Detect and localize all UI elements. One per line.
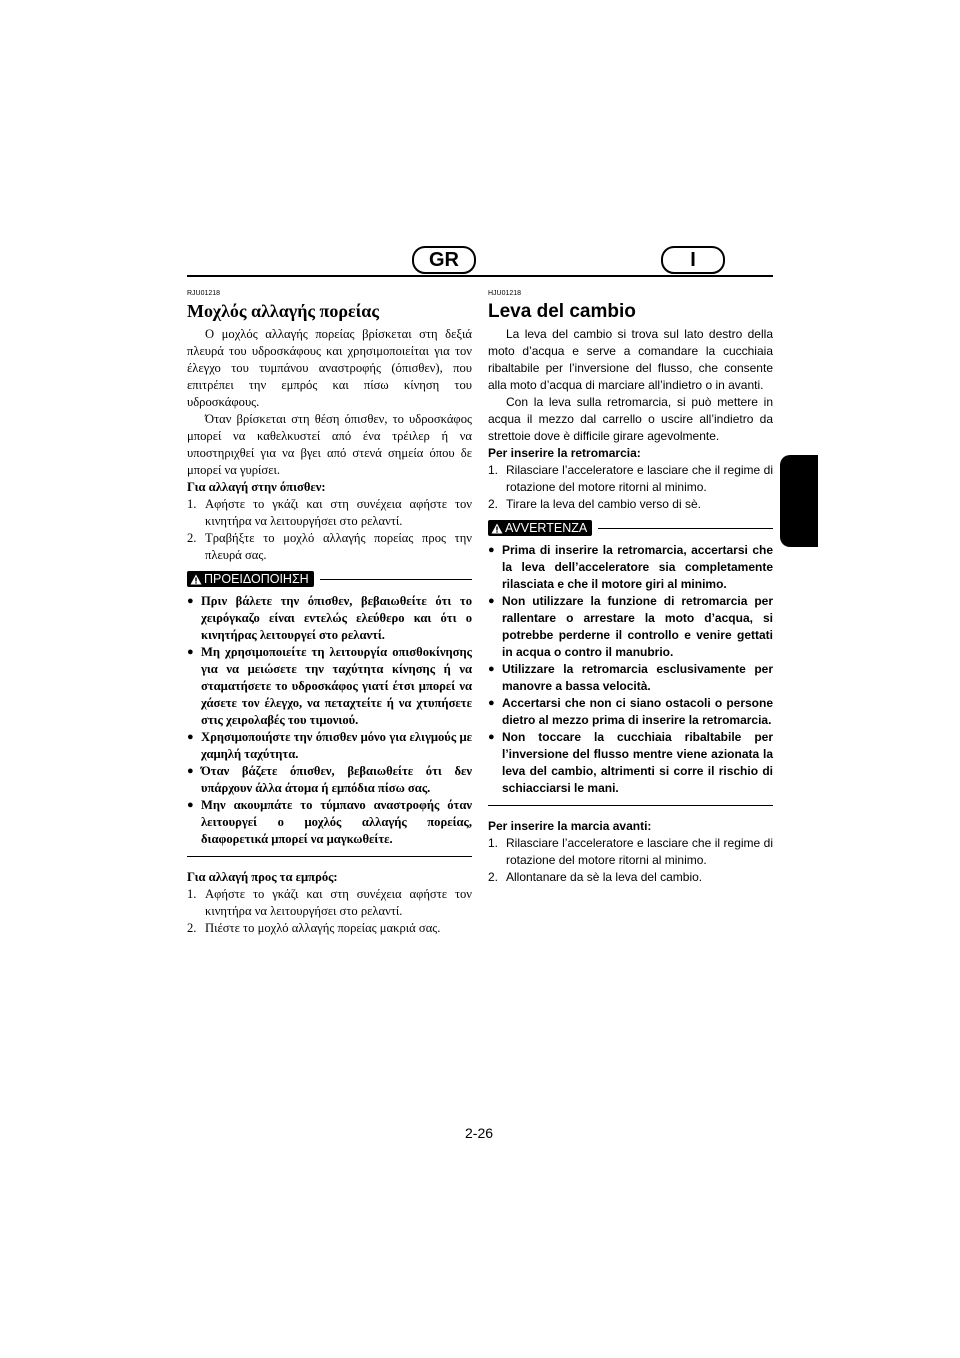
warning-item (488, 695, 773, 729)
step-text: Πιέστε το μοχλό αλλαγής πορείας μακριά σας. (205, 921, 441, 935)
bullet-icon: ● (488, 663, 495, 675)
step-item (187, 920, 472, 937)
step-text: Αφήστε το γκάζι και στη συνέχεια αφήστε τον κινητήρα να λειτουργήσει στο ρελαντί. (205, 887, 472, 918)
step-item (187, 496, 472, 530)
forward-heading: Για αλλαγή προς τα εμπρός: (187, 870, 338, 884)
bullet-icon: ● (488, 595, 495, 607)
warning-text: Πριν βάλετε την όπισθεν, βεβαιωθείτε ότι το χειρόγκαζο είναι εντελώς ελεύθερο και ότι ο κινητήρας λειτουργεί στο ρελαντί. (201, 594, 472, 642)
section-code: RJU01218 (187, 290, 221, 297)
section-title: Leva del cambio (488, 301, 636, 322)
bullet-icon: ● (488, 697, 495, 709)
step-item (187, 530, 472, 564)
warning-text: Non utilizzare la funzione di retromarcia per rallentare o arrestare la moto d’acqua, si potrebbe perderne il controllo e venire gettati in acqua o contro il manubrio. (502, 594, 773, 659)
step-number: 2. (187, 921, 197, 935)
page-number: 2-26 (465, 1125, 494, 1141)
step-number: 1. (488, 836, 499, 850)
step-text: Αφήστε το γκάζι και στη συνέχεια αφήστε τον κινητήρα να λειτουργήσει στο ρελαντί. (205, 497, 472, 528)
warning-text: Prima di inserire la retromarcia, accertarsi che la leva dell’acceleratore sia completamente rilasciata e che il motore giri al minimo. (502, 543, 773, 591)
language-tab-it: I (661, 246, 725, 274)
header-rule (187, 275, 773, 277)
reverse-heading: Per inserire la retromarcia: (488, 446, 641, 460)
warning-end-rule (187, 856, 472, 857)
warning-text: Όταν βάζετε όπισθεν, βεβαιωθείτε ότι δεν υπάρχουν άλλα άτομα ή εμπόδια πίσω σας. (201, 764, 472, 795)
reverse-heading: Για αλλαγή στην όπισθεν: (187, 480, 326, 494)
warning-item (488, 542, 773, 593)
warning-label: ΠΡΟΕΙΔΟΠΟΙΗΣΗ (204, 572, 309, 586)
bullet-icon: ● (187, 765, 194, 777)
step-item (488, 462, 773, 496)
warning-item (187, 797, 472, 848)
bullet-icon: ● (187, 731, 194, 743)
step-number: 2. (187, 531, 197, 545)
warning-item (187, 763, 472, 797)
warning-item (187, 644, 472, 729)
step-number: 2. (488, 870, 499, 884)
step-number: 2. (488, 497, 499, 511)
step-text: Allontanare da sè la leva del cambio. (506, 870, 703, 884)
greek-column (187, 289, 472, 937)
paragraph: Ο μοχλός αλλαγής πορείας βρίσκεται στη δεξιά πλευρά του υδροσκάφους και χρησιμοποιείται για τον έλεγχο του τυμπάνου αναστροφής (όπισθεν), που επιτρέπει την εμπρός και πίσω κίνηση του υδροσκάφους. (187, 327, 472, 409)
paragraph: Con la leva sulla retromarcia, si può mettere in acqua il mezzo dal carrello o uscire all’indietro da strettoie dove è difficile girare agevolmente. (488, 395, 773, 443)
step-item (488, 496, 773, 513)
paragraph: La leva del cambio si trova sul lato destro della moto d’acqua e serve a comandare la cucchiaia ribaltabile per l’inversione del flusso, che consente alla moto d’acqua di marciare all’indietro o in avanti. (488, 327, 773, 392)
step-item (488, 869, 773, 886)
step-text: Rilasciare l’acceleratore e lasciare che il regime di rotazione del motore ritorni al minimo. (506, 836, 773, 867)
warning-item (488, 729, 773, 797)
page-header (187, 246, 773, 278)
warning-end-rule (488, 805, 773, 806)
step-number: 1. (187, 887, 197, 901)
warning-badge (187, 571, 314, 587)
warning-rule (320, 579, 472, 580)
language-tab-gr: GR (412, 246, 476, 274)
step-number: 1. (488, 463, 499, 477)
warning-item (488, 661, 773, 695)
warning-text: Μην ακουμπάτε το τύμπανο αναστροφής όταν λειτουργεί ο μοχλός αλλαγής πορείας, διαφορετικά μπορεί να μαγκωθείτε. (201, 798, 472, 846)
paragraph: Όταν βρίσκεται στη θέση όπισθεν, το υδροσκάφος μπορεί να καθελκυστεί από ένα τρέιλερ ή να υποστηριχθεί για να βγει από στενά σημεία όπου δε μπορεί να γυρίσει. (187, 412, 472, 477)
step-text: Τραβήξτε το μοχλό αλλαγής πορείας προς την πλευρά σας. (205, 531, 472, 562)
bullet-icon: ● (488, 731, 495, 743)
warning-text: Χρησιμοποιήστε την όπισθεν μόνο για ελιγμούς με χαμηλή ταχύτητα. (201, 730, 472, 761)
bullet-icon: ● (488, 544, 495, 556)
warning-text: Utilizzare la retromarcia esclusivamente per manovre a bassa velocità. (502, 662, 773, 693)
section-code: HJU01218 (488, 290, 522, 297)
italian-column (488, 289, 773, 886)
step-number: 1. (187, 497, 197, 511)
warning-text: Accertarsi che non ci siano ostacoli o persone dietro al mezzo prima di inserire la retromarcia. (502, 696, 773, 727)
step-text: Tirare la leva del cambio verso di sè. (506, 497, 701, 511)
warning-rule (598, 528, 773, 529)
warning-header (187, 571, 472, 587)
warning-text: Μη χρησιμοποιείτε τη λειτουργία οπισθοκίνησης για να μειώσετε την ταχύτητα κίνησης ή να σταματήσετε το υδροσκάφος γιατί έτσι μπορεί να χάσετε τον έλεγχο, να πεταχτείτε ή να χτυπήσετε στις χειρολαβές του τιμονιού. (201, 645, 472, 727)
section-title: Μοχλός αλλαγής πορείας (187, 301, 379, 321)
bullet-icon: ● (187, 595, 194, 607)
forward-heading: Per inserire la marcia avanti: (488, 819, 652, 833)
warning-triangle-icon (491, 523, 503, 534)
warning-triangle-icon (190, 574, 202, 585)
warning-item (187, 593, 472, 644)
warning-badge (488, 520, 592, 536)
warning-text: Non toccare la cucchiaia ribaltabile per l’inversione del flusso mentre viene azionata la leva del cambio, altrimenti si corre il rischio di schiacciarsi le mani. (502, 730, 773, 795)
warning-header (488, 520, 773, 536)
warning-item (488, 593, 773, 661)
warning-item (187, 729, 472, 763)
warning-label: AVVERTENZA (505, 521, 588, 535)
step-text: Rilasciare l’acceleratore e lasciare che il regime di rotazione del motore ritorni al minimo. (506, 463, 773, 494)
bullet-icon: ● (187, 799, 194, 811)
step-item (187, 886, 472, 920)
bullet-icon: ● (187, 646, 194, 658)
chapter-thumb-tab (780, 455, 818, 547)
step-item (488, 835, 773, 869)
